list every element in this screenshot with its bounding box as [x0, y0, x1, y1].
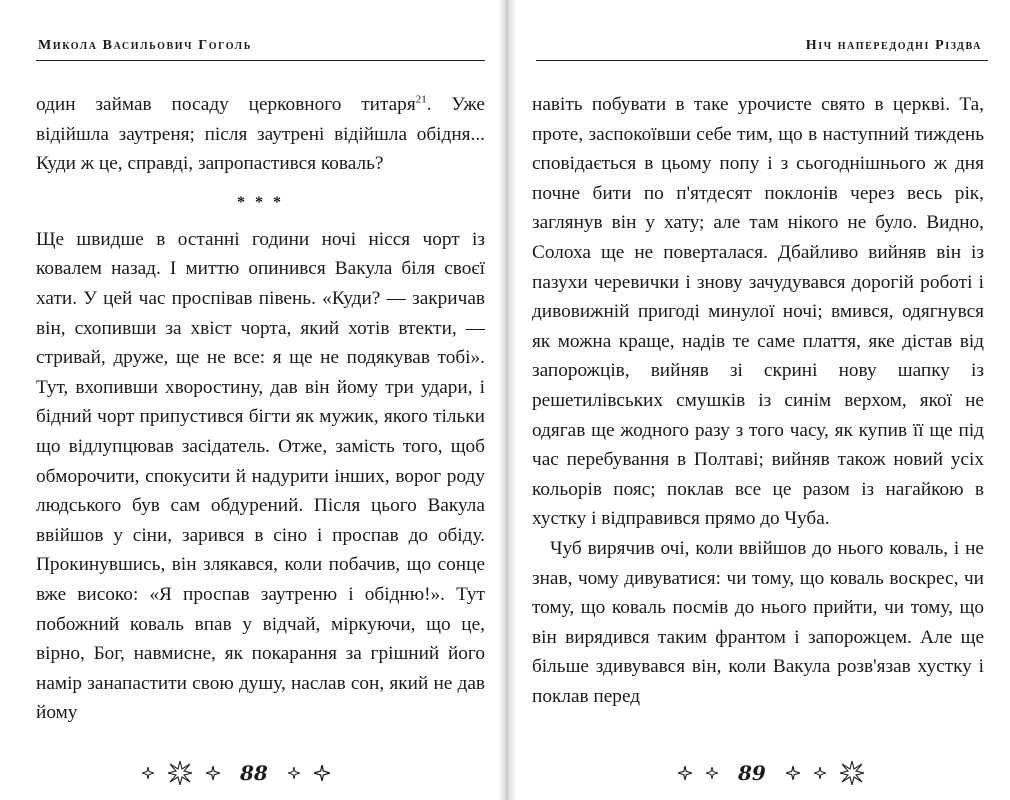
page-footer-right [678, 756, 864, 790]
starburst-icon [168, 761, 192, 785]
right-page-text [532, 90, 984, 711]
page-number-left: 88 [240, 761, 268, 785]
paragraph: Ще швидше в останні години ночі нісся чорт із ковалем назад. І миттю опинився Вакула біля своєї хати. У цей час проспівав півень. «Куди? — закричав він, схопивши за хвіст чорта, який хотів втекти, — стривай, друже, ще не все: я ще не подякував тобі». Тут, вхопивши хворостину, дав він йому три удари, і бідний чорт припустився бігти як мужик, якого тільки що відлупцював засідатель. Отже, замість того, щоб обморочити, спокусити й надурити інших, ворог роду людського був сам обдурений. Після цього Вакула ввійшов у сіни, зарився в сіно і проспав до обіду. Прокинувшись, він злякався, коли побачив, що сонце вже високо: «Я проспав заутреню і обідню!». Тут побожний коваль впав у відчай, міркуючи, що це, вірно, Бог, навмисне, як покарання за грішний його намір занапастити свою душу, наслав сон, який не дав йому [36, 228, 485, 724]
paragraph-text: один займав посаду церковного титаря [36, 94, 416, 115]
book-gutter [498, 0, 516, 800]
paragraph: Чуб вирячив очі, коли ввійшов до нього коваль, і не знав, чому дивуватися: чи тому, що коваль воскрес, чи тому, що коваль посмів до нього прийти, чи тому, що він вирядився таким франтом і запорожцем. Але ще більше здивувався він, коли Вакула розв'язав хустку і поклав перед [532, 537, 984, 707]
starburst-icon [840, 761, 864, 785]
small-star-icon [314, 765, 330, 781]
small-star-icon [678, 766, 692, 780]
small-star-icon [786, 766, 800, 780]
small-star-icon [814, 767, 826, 779]
left-page-text [36, 90, 485, 728]
page-number-right: 89 [738, 761, 766, 785]
running-head-left: Микола Васильович Гоголь [38, 38, 252, 53]
paragraph-text: . Уже відійшла заутреня; після заутрені відійшла обідня... Куди ж це, справді, запропастився коваль? [36, 94, 485, 175]
small-star-icon [706, 767, 718, 779]
right-page [532, 0, 988, 800]
small-star-icon [206, 766, 220, 780]
left-page [30, 0, 485, 800]
section-separator: * * * [237, 193, 284, 211]
footnote-ref[interactable]: 21 [415, 93, 427, 106]
small-star-icon [288, 767, 300, 779]
small-star-icon [142, 767, 154, 779]
running-head-right: Ніч напередодні Різдва [805, 38, 982, 53]
header-rule-right [536, 60, 988, 61]
paragraph: навіть побувати в таке урочисте свято в церкві. Та, проте, заспокоївши себе тим, що в наступний тиждень сповідається в цьому попу і з сьогоднішнього ж дня почне бити по п'ятдесят поклонів через весь рік, заглянув він у хату; але там нікого не було. Видно, Солоха ще не поверталася. Дбайливо вийняв він із пазухи черевички і знову зачудувався дорогій роботі і дивовижній пригоді минулої ночі; вмився, одягнувся як можна краще, надів те саме плаття, яке дістав від запорожців, вийняв зі скрині нову шапку із решетилівських смушків із синім верхом, якої не одягав ще жодного разу з того часу, як купив її ще під час перебування в Полтаві; вийняв також новий усіх кольорів пояс; поклав все це разом із нагайкою в хустку і відправився прямо до Чуба. [532, 94, 984, 530]
header-rule-left [36, 60, 485, 61]
paragraph [36, 90, 485, 179]
page-footer-left [142, 756, 330, 790]
